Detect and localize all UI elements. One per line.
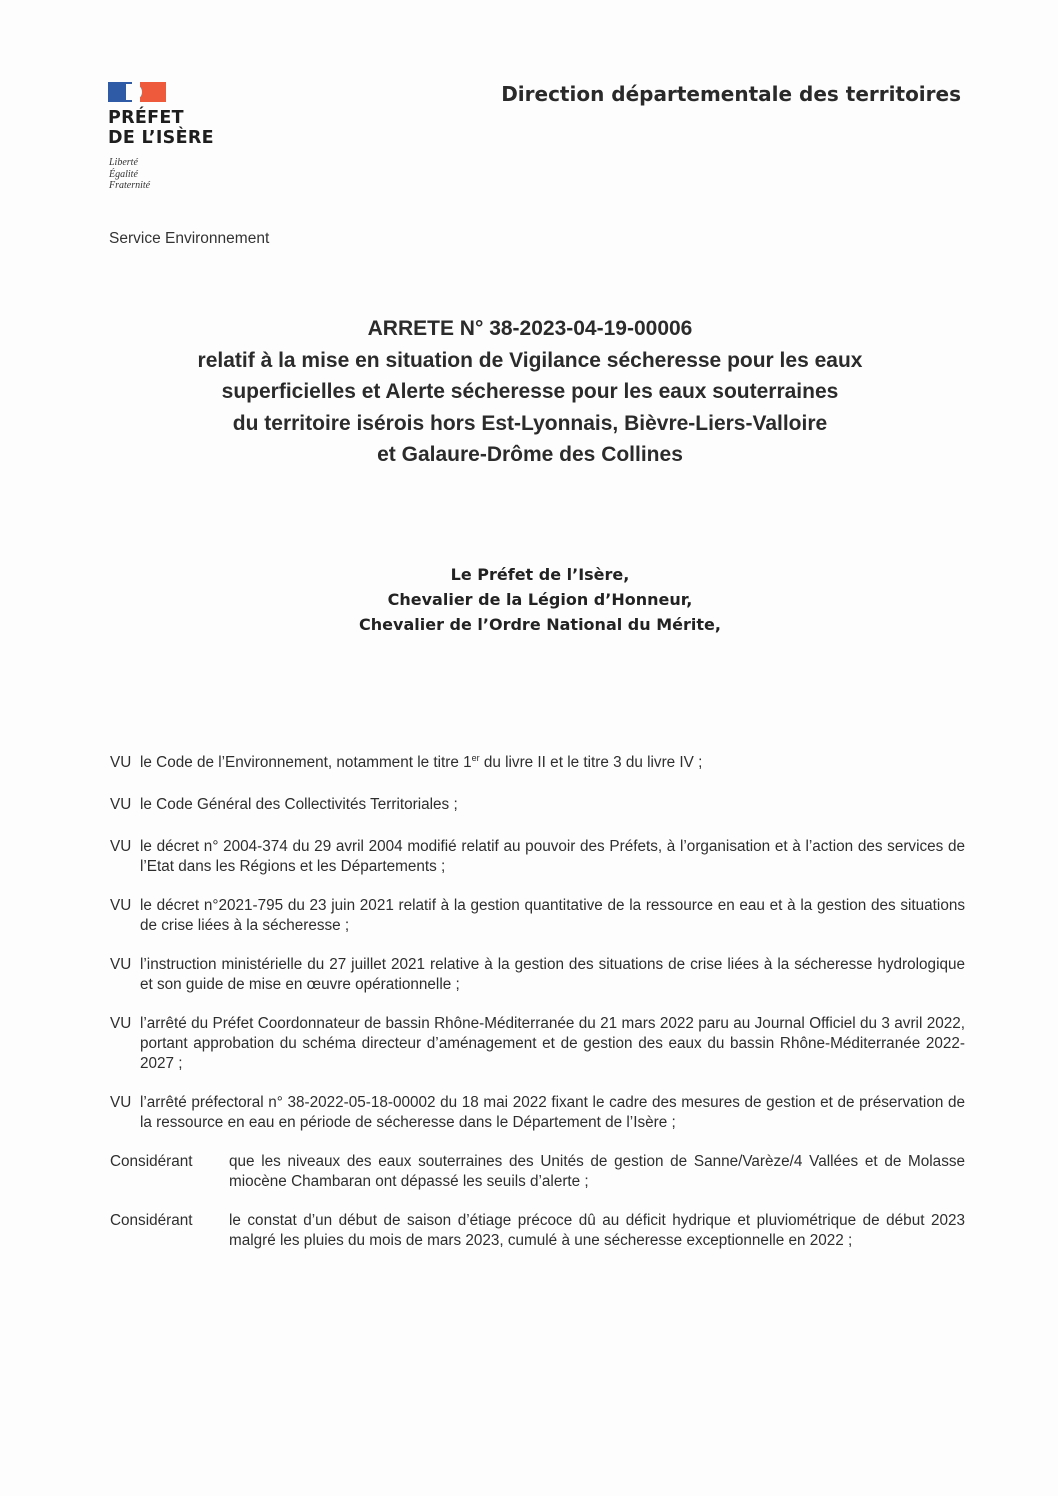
visa-item xyxy=(110,955,965,995)
visa-text: l’arrêté du Préfet Coordonnateur de bassin Rhône-Méditerranée du 21 mars 2022 paru au Journal Officiel du 3 avril 2022, portant approbation du schéma directeur d’aménagement et de gestion des eaux du bassin Rhône-Méditerranée 2022-2027 ; xyxy=(140,1015,965,1072)
visa-label: VU xyxy=(110,1015,132,1032)
visa-text-part: du livre II et le titre 3 du livre IV ; xyxy=(479,754,703,771)
visa-item xyxy=(110,1014,965,1074)
marianne-flag-logo xyxy=(108,82,166,102)
visa-text: l’arrêté préfectoral n° 38-2022-05-18-00002 du 18 mai 2022 fixant le cadre des mesures de gestion et de préservation de la ressource en eau en période de sécheresse dans le Département de l’Isère ; xyxy=(140,1094,965,1131)
marianne-profile-icon xyxy=(126,84,142,100)
visa-text xyxy=(140,753,965,773)
visa-item xyxy=(110,795,965,815)
visa-label: VU xyxy=(110,796,132,813)
considerant-text: le constat d’un début de saison d’étiage précoce dû au déficit hydrique et pluviométrique de début 2023 malgré les pluies du mois de mars 2023, cumulé à une sécheresse exceptionnelle en 2022 ; xyxy=(229,1212,965,1249)
visa-item xyxy=(110,753,965,773)
visa-label: VU xyxy=(110,956,132,973)
arrete-subject-line: superficielles et Alerte sécheresse pour les eaux souterraines xyxy=(221,380,839,403)
visa-label: VU xyxy=(110,1094,132,1111)
logo-name-line: DE L’ISÈRE xyxy=(108,128,214,148)
considerant-text: que les niveaux des eaux souterraines des Unités de gestion de Sanne/Varèze/4 Vallées et de Molasse miocène Chambaran ont dépassé les seuils d’alerte ; xyxy=(229,1153,965,1190)
arrete-subject-line: du territoire isérois hors Est-Lyonnais, Bièvre-Liers-Valloire xyxy=(232,411,828,435)
motto-line: Égalité xyxy=(109,168,138,180)
considerant-label: Considérant xyxy=(110,1212,193,1229)
visa-item xyxy=(110,1093,965,1133)
visa-label: VU xyxy=(110,897,132,914)
considerant-item xyxy=(110,1211,965,1251)
motto-line: Fraternité xyxy=(109,180,151,191)
arrete-subject-line: et Galaure-Drôme des Collines xyxy=(377,443,683,466)
logo-name-line: PRÉFET xyxy=(108,108,184,128)
prefet-title-line: Chevalier de l’Ordre National du Mérite, xyxy=(359,615,721,634)
visa-text-part: le Code de l’Environnement, notamment le titre 1 xyxy=(140,754,472,771)
arrete-title xyxy=(60,313,1000,471)
visas-list xyxy=(110,753,965,1251)
considerant-item xyxy=(110,1152,965,1192)
republic-motto xyxy=(109,157,150,192)
visa-label: VU xyxy=(110,838,132,855)
service-name: Service Environnement xyxy=(109,230,270,247)
visa-text: l’instruction ministérielle du 27 juillet 2021 relative à la gestion des situations de crise liées à la sécheresse hydrologique et son guide de mise en œuvre opérationnelle ; xyxy=(140,956,965,993)
prefecture-logo-name xyxy=(108,108,214,148)
prefet-title-line: Le Préfet de l’Isère, xyxy=(450,565,630,584)
motto-line: Liberté xyxy=(109,157,138,168)
superscript: er xyxy=(471,752,480,763)
flag-red-band xyxy=(140,82,166,102)
prefet-title-line: Chevalier de la Légion d’Honneur, xyxy=(387,590,693,609)
visa-label: VU xyxy=(110,754,132,771)
visa-item xyxy=(110,837,965,877)
visa-item xyxy=(110,896,965,936)
visa-text: le décret n° 2004-374 du 29 avril 2004 modifié relatif au pouvoir des Préfets, à l’organisation et à l’action des services de l’Etat dans les Régions et les Départements ; xyxy=(140,838,965,875)
considerant-label: Considérant xyxy=(110,1153,193,1170)
arrete-number: ARRETE N° 38-2023-04-19-00006 xyxy=(367,317,693,340)
arrete-subject-line: relatif à la mise en situation de Vigilance sécheresse pour les eaux xyxy=(197,348,863,372)
direction-heading: Direction départementale des territoires xyxy=(501,82,961,106)
visa-text: le Code Général des Collectivités Territoriales ; xyxy=(140,796,458,813)
visa-text: le décret n°2021-795 du 23 juin 2021 relatif à la gestion quantitative de la ressource en eau et à la gestion des situations de crise liées à la sécheresse ; xyxy=(140,897,965,934)
prefet-titles xyxy=(240,562,840,637)
